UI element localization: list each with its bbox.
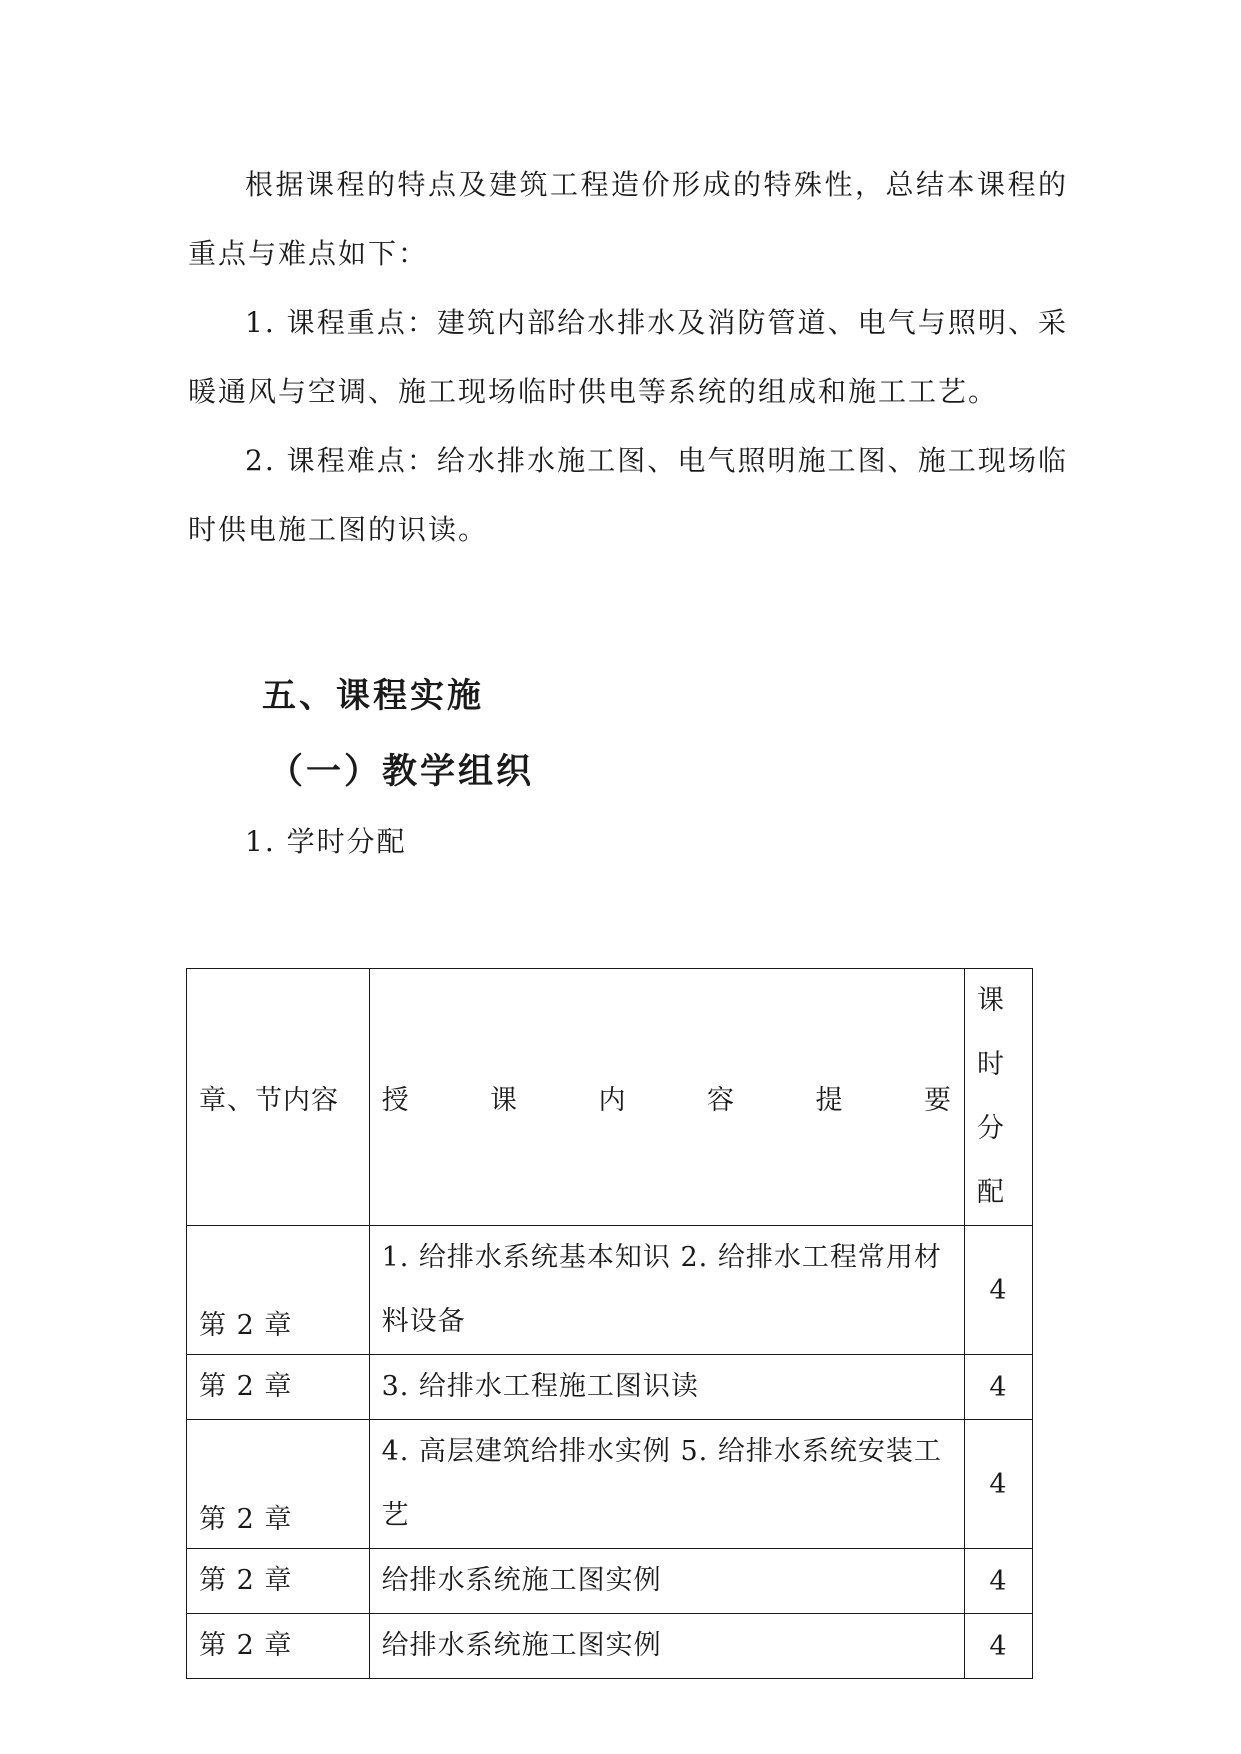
row-content: 给排水系统施工图实例: [369, 1614, 964, 1679]
key-points-paragraph: 1. 课程重点：建筑内部给水排水及消防管道、电气与照明、采暖通风与空调、施工现场临时供电等系统的组成和施工工艺。: [188, 306, 1068, 408]
hours-allocation-label: 1. 学时分配: [245, 825, 407, 858]
row-chapter: 第 2 章: [187, 1420, 370, 1549]
difficulties-paragraph: 2. 课程难点：给水排水施工图、电气照明施工图、施工现场临时供电施工图的识读。: [188, 444, 1068, 546]
section-heading: 五、课程实施: [262, 676, 484, 716]
row-chapter: 第 2 章: [187, 1355, 370, 1420]
header-hours: [964, 969, 1032, 1226]
row-chapter: 第 2 章: [187, 1226, 370, 1355]
header-hours-line2: 分配: [976, 1113, 1005, 1208]
row-chapter: 第 2 章: [187, 1549, 370, 1614]
table-row: [187, 1420, 1033, 1549]
subsection-heading: （一）教学组织: [268, 752, 535, 792]
hours-allocation-table: [186, 968, 1033, 1679]
row-hours: 4: [964, 1226, 1032, 1355]
table-row: [187, 1226, 1033, 1355]
row-hours: 4: [964, 1355, 1032, 1420]
table-row: [187, 1549, 1033, 1614]
row-content: 3. 给排水工程施工图识读: [369, 1355, 964, 1420]
intro-paragraph: 根据课程的特点及建筑工程造价形成的特殊性，总结本课程的重点与难点如下：: [188, 168, 1068, 270]
header-hours-line1: 课时: [976, 985, 1005, 1080]
row-hours: 4: [964, 1614, 1032, 1679]
table-row: [187, 1614, 1033, 1679]
row-content: 1. 给排水系统基本知识 2. 给排水工程常用材料设备: [369, 1226, 964, 1355]
row-content: 给排水系统施工图实例: [369, 1549, 964, 1614]
table-header-row: [187, 969, 1033, 1226]
header-content: 授 课 内 容 提 要: [369, 969, 964, 1226]
header-chapter: 章、节内容: [187, 969, 370, 1226]
row-hours: 4: [964, 1549, 1032, 1614]
row-chapter: 第 2 章: [187, 1614, 370, 1679]
row-content: 4. 高层建筑给排水实例 5. 给排水系统安装工艺: [369, 1420, 964, 1549]
table-row: [187, 1355, 1033, 1420]
row-hours: 4: [964, 1420, 1032, 1549]
